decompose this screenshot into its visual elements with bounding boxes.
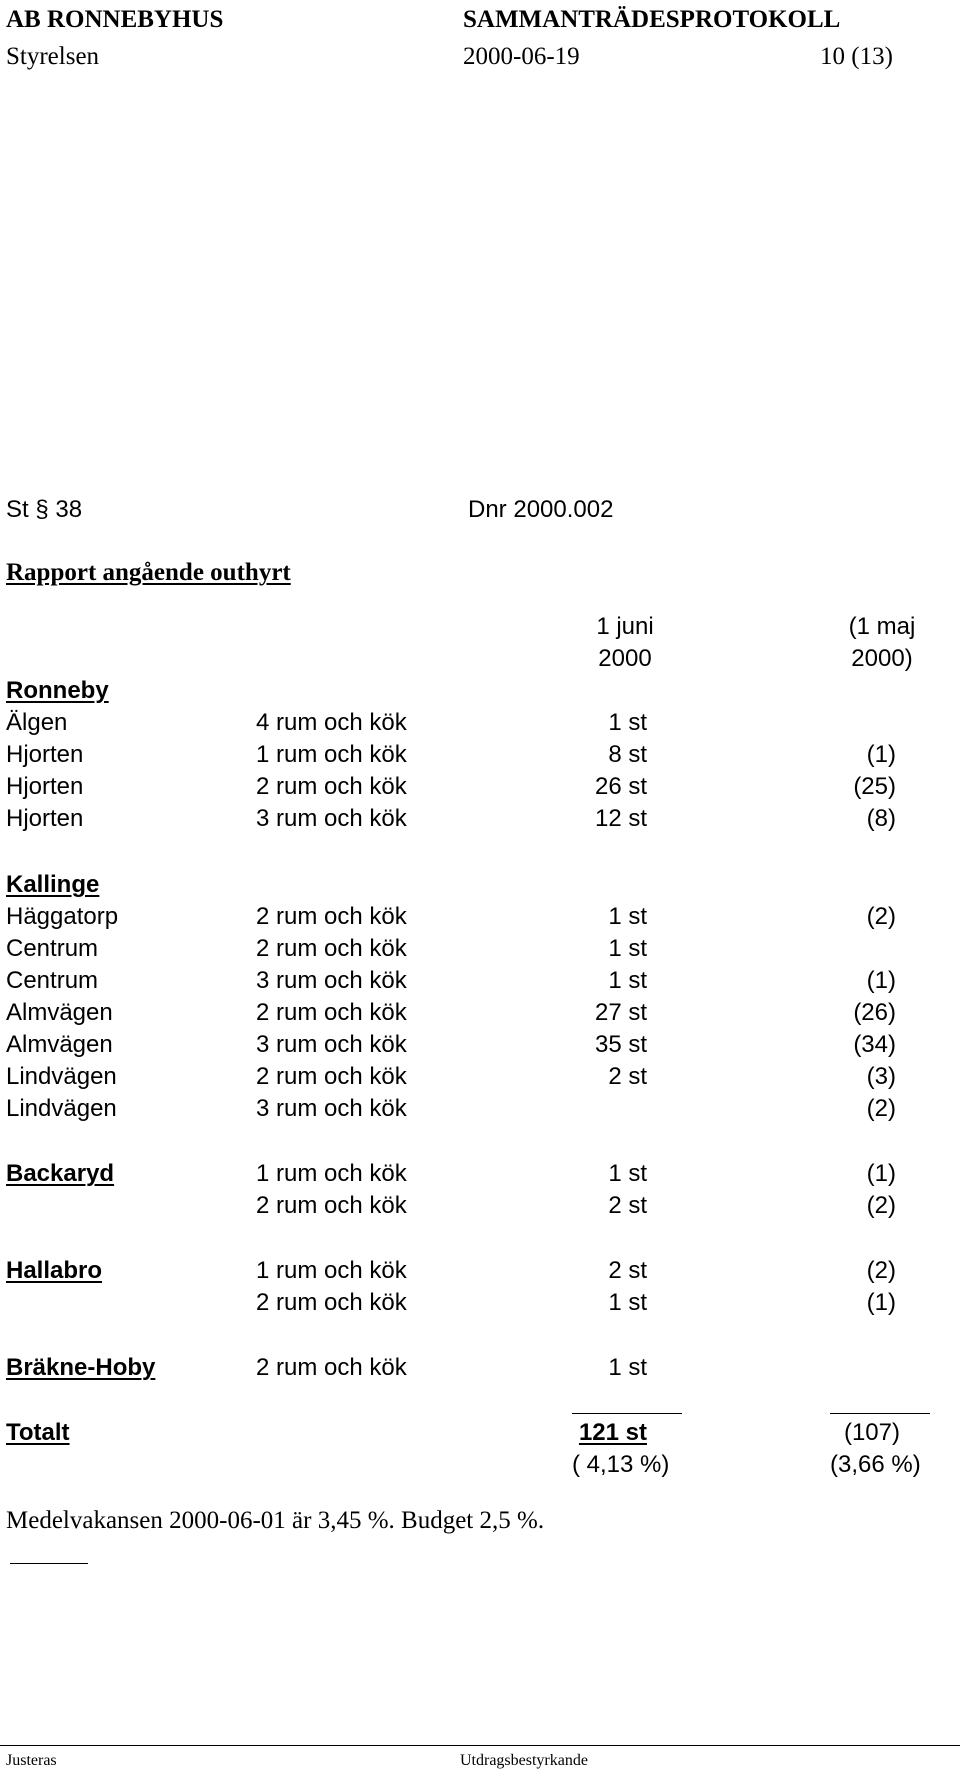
footer-rule [0, 1745, 960, 1746]
total-current-pct: ( 4,13 %) [572, 1451, 670, 1478]
section-title: Rapport angående outhyrt [6, 559, 291, 586]
col-current-line1: 1 juni [596, 613, 654, 640]
area-cell: Hjorten [6, 741, 84, 768]
previous-cell: (1) [866, 741, 896, 768]
current-cell: 35 st [594, 1031, 647, 1058]
group-name-brakne-hoby: Bräkne-Hoby [6, 1354, 156, 1381]
col-current-line2: 2000 [598, 645, 652, 672]
note-rule [10, 1563, 88, 1564]
table-row [0, 1033, 960, 1063]
previous-cell: (1) [866, 1289, 896, 1316]
area-cell: Almvägen [6, 999, 113, 1026]
company-name: AB RONNEBYHUS [6, 6, 224, 33]
sum-rule-previous [830, 1413, 930, 1414]
type-cell: 1 rum och kök [256, 1257, 407, 1284]
sum-rule-current [572, 1413, 682, 1414]
table-row [0, 1356, 960, 1386]
current-cell: 2 st [608, 1257, 647, 1284]
previous-cell: (2) [866, 903, 896, 930]
current-cell: 1 st [608, 1354, 647, 1381]
table-row [0, 1194, 960, 1224]
type-cell: 3 rum och kök [256, 1095, 407, 1122]
total-previous-pct: (3,66 %) [830, 1451, 921, 1478]
type-cell: 2 rum och kök [256, 1289, 407, 1316]
current-cell: 12 st [594, 805, 647, 832]
total-current: 121 st [578, 1419, 647, 1446]
area-cell: Centrum [6, 935, 99, 962]
total-pct-row [0, 1453, 960, 1483]
type-cell: 2 rum och kök [256, 935, 407, 962]
table-row [0, 1259, 960, 1289]
footer-justeras: Justeras [6, 1752, 57, 1769]
table-row [0, 1162, 960, 1192]
type-cell: 2 rum och kök [256, 1063, 407, 1090]
previous-cell: (25) [853, 773, 896, 800]
total-previous: (107) [843, 1419, 900, 1446]
type-cell: 2 rum och kök [256, 903, 407, 930]
type-cell: 2 rum och kök [256, 1354, 407, 1381]
table-row [0, 775, 960, 805]
current-cell: 2 st [608, 1063, 647, 1090]
previous-cell: (1) [866, 967, 896, 994]
table-row [0, 1065, 960, 1095]
group-name-backaryd: Backaryd [6, 1160, 115, 1187]
meeting-date: 2000-06-19 [463, 43, 580, 70]
group-name-kallinge: Kallinge [6, 871, 100, 898]
document-type: SAMMANTRÄDESPROTOKOLL [463, 6, 841, 33]
table-row [0, 711, 960, 741]
previous-cell: (34) [853, 1031, 896, 1058]
current-cell: 1 st [608, 709, 647, 736]
type-cell: 4 rum och kök [256, 709, 407, 736]
total-row [0, 1421, 960, 1451]
current-cell: 27 st [594, 999, 647, 1026]
current-cell: 1 st [608, 967, 647, 994]
group-name-ronneby: Ronneby [6, 677, 109, 704]
current-cell: 8 st [608, 741, 647, 768]
previous-cell: (3) [866, 1063, 896, 1090]
area-cell: Hjorten [6, 773, 84, 800]
area-cell: Lindvägen [6, 1095, 117, 1122]
table-row [0, 937, 960, 967]
group-name-hallabro: Hallabro [6, 1257, 103, 1284]
type-cell: 1 rum och kök [256, 1160, 407, 1187]
type-cell: 1 rum och kök [256, 741, 407, 768]
current-cell: 1 st [608, 935, 647, 962]
type-cell: 2 rum och kök [256, 773, 407, 800]
area-cell: Älgen [6, 709, 68, 736]
previous-cell: (2) [866, 1192, 896, 1219]
type-cell: 3 rum och kök [256, 1031, 407, 1058]
area-cell: Almvägen [6, 1031, 113, 1058]
previous-cell: (1) [866, 1160, 896, 1187]
current-cell: 1 st [608, 903, 647, 930]
current-cell: 1 st [608, 1289, 647, 1316]
area-cell: Häggatorp [6, 903, 119, 930]
previous-cell: (26) [853, 999, 896, 1026]
type-cell: 2 rum och kök [256, 1192, 407, 1219]
page-number: 10 (13) [820, 43, 893, 70]
board-name: Styrelsen [6, 43, 100, 70]
previous-cell: (2) [866, 1257, 896, 1284]
table-row [0, 1097, 960, 1127]
table-row [0, 743, 960, 773]
total-label: Totalt [6, 1419, 70, 1446]
col-previous-line1: (1 maj [848, 613, 916, 640]
diary-number: Dnr 2000.002 [468, 496, 614, 523]
current-cell: 26 st [594, 773, 647, 800]
type-cell: 3 rum och kök [256, 967, 407, 994]
paragraph-number: St § 38 [6, 496, 83, 523]
previous-cell: (2) [866, 1095, 896, 1122]
current-cell: 2 st [608, 1192, 647, 1219]
area-cell: Centrum [6, 967, 99, 994]
table-row [0, 1291, 960, 1321]
table-row [0, 969, 960, 999]
type-cell: 2 rum och kök [256, 999, 407, 1026]
footer-utdragsbestyrkande: Utdragsbestyrkande [460, 1752, 588, 1769]
vacancy-note: Medelvakansen 2000-06-01 är 3,45 %. Budget 2,5 %. [6, 1507, 545, 1534]
previous-cell: (8) [866, 805, 896, 832]
area-cell: Hjorten [6, 805, 84, 832]
table-row [0, 905, 960, 935]
table-row [0, 807, 960, 837]
type-cell: 3 rum och kök [256, 805, 407, 832]
current-cell: 1 st [608, 1160, 647, 1187]
table-row [0, 1001, 960, 1031]
col-previous-line2: 2000) [851, 645, 913, 672]
area-cell: Lindvägen [6, 1063, 117, 1090]
